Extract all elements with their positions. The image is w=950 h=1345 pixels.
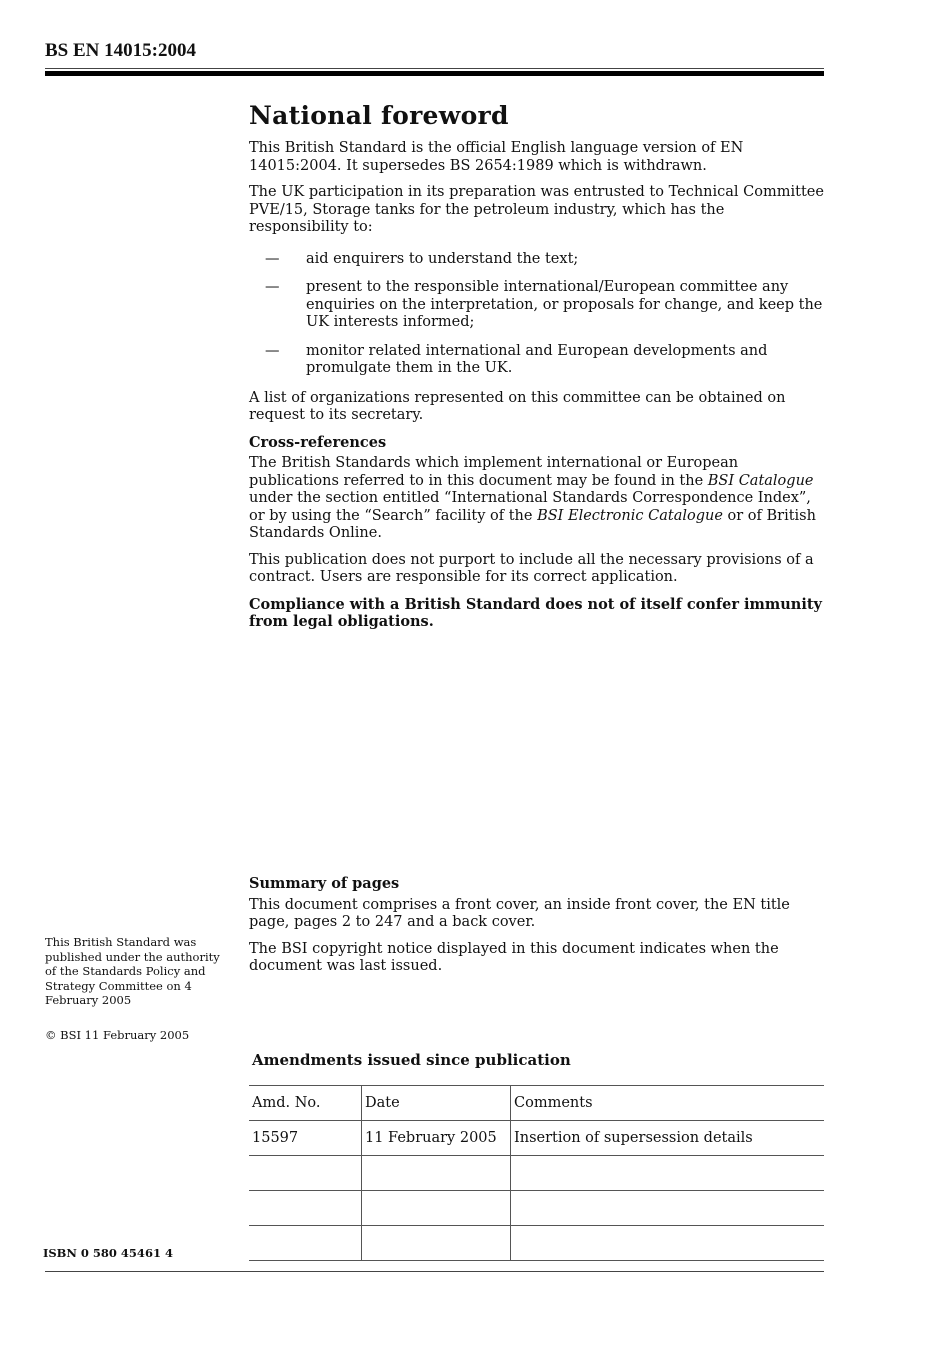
column-header-amd-no: Amd. No. <box>249 1086 362 1121</box>
list-item <box>249 343 826 378</box>
document-id: BS EN 14015:2004 <box>45 40 196 61</box>
foreword-paragraph-3: A list of organizations represented on this committee can be obtained on request to its secretary. <box>249 389 786 423</box>
publication-note: This British Standard was published under the authority of the Standards Policy and Strategy Committee on 4 February 2005 <box>45 935 220 1007</box>
header-rule-thin <box>45 68 824 69</box>
table-cell: Insertion of supersession details <box>511 1121 825 1156</box>
table-cell <box>362 1191 511 1226</box>
foreword-paragraph-2: The UK participation in its preparation was entrusted to Technical Committee PVE/15, Storage tanks for the petroleum industry, which has the responsibility to: <box>249 184 824 235</box>
summary-heading: Summary of pages <box>249 875 400 892</box>
table-row <box>249 1121 824 1156</box>
table-cell <box>511 1226 825 1261</box>
table-cell <box>511 1191 825 1226</box>
table-cell <box>249 1156 362 1191</box>
bsi-catalogue-title: BSI Catalogue <box>707 472 814 489</box>
copyright-notice: © BSI 11 February 2005 <box>45 1028 190 1042</box>
cross-ref-text: under the section entitled “International Standards Correspondence Index”, or by using the “Search” facility of the <box>249 490 811 524</box>
footer-rule <box>45 1271 824 1272</box>
page-title: National foreword <box>249 101 509 130</box>
table-cell: 15597 <box>249 1121 362 1156</box>
column-header-date: Date <box>362 1086 511 1121</box>
list-item <box>249 279 826 332</box>
table-row <box>249 1191 824 1226</box>
cross-ref-text: or of British Standards Online. <box>249 507 816 541</box>
table-cell <box>511 1156 825 1191</box>
table-cell <box>362 1226 511 1261</box>
table-cell <box>249 1191 362 1226</box>
table-cell <box>249 1226 362 1261</box>
summary-paragraph-1: This document comprises a front cover, an inside front cover, the EN title page, pages 2 to 247 and a back cover. <box>249 896 790 930</box>
list-item-text: present to the responsible international/European committee any enquiries on the interpretation, or proposals for change, and keep the UK interests informed; <box>306 279 823 330</box>
compliance-statement: Compliance with a British Standard does not of itself confer immunity from legal obligations. <box>249 595 822 630</box>
cross-references-paragraph <box>249 455 826 543</box>
cross-references-heading: Cross-references <box>249 433 387 451</box>
summary-paragraph-2: The BSI copyright notice displayed in this document indicates when the document was last issued. <box>249 940 779 974</box>
foreword-paragraph-1: This British Standard is the official English language version of EN 14015:2004. It supersedes BS 2654:1989 which is withdrawn. <box>249 140 744 174</box>
list-item-text: aid enquirers to understand the text; <box>306 250 579 267</box>
table-header-row <box>249 1086 824 1121</box>
cross-ref-text: The British Standards which implement international or European publications referred to in this document may be found in the <box>249 455 739 489</box>
amendments-table <box>249 1085 824 1261</box>
table-cell: 11 February 2005 <box>362 1121 511 1156</box>
list-item-text: monitor related international and European developments and promulgate them in the UK. <box>306 342 768 376</box>
foreword-paragraph-4: This publication does not purport to include all the necessary provisions of a contract. Users are responsible for its correct application. <box>249 551 814 585</box>
bsi-electronic-catalogue-title: BSI Electronic Catalogue <box>537 507 723 524</box>
header-rule-thick <box>45 71 824 76</box>
column-header-comments: Comments <box>511 1086 825 1121</box>
amendments-heading: Amendments issued since publication <box>252 1051 571 1069</box>
isbn: ISBN 0 580 45461 4 <box>43 1246 173 1260</box>
summary-of-pages-section <box>249 875 826 985</box>
dash-marker: — <box>265 342 280 359</box>
table-row <box>249 1226 824 1261</box>
table-cell <box>362 1156 511 1191</box>
table-row <box>249 1156 824 1191</box>
national-foreword-section <box>249 101 826 640</box>
dash-marker: — <box>265 250 280 267</box>
list-item <box>249 251 826 269</box>
dash-marker: — <box>265 279 280 295</box>
responsibility-list <box>249 251 826 378</box>
